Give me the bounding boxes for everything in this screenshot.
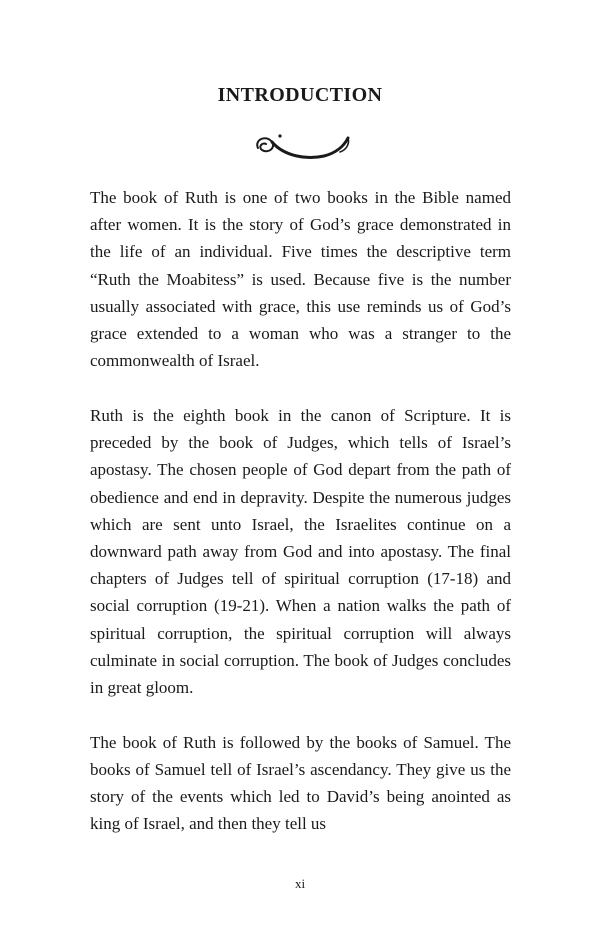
- body-text: [90, 184, 511, 865]
- chapter-title: INTRODUCTION: [217, 84, 383, 106]
- paragraph-1: The book of Ruth is one of two books in the Bible named after women. It is the story of God’s grace demonstrated in the life of an individual. Five times the descriptive term “Ruth the Moabitess” is used. Because five is the number usually associated with grace, this use reminds us of God’s grace extended to a woman who was a stranger to the commonwealth of Israel.: [90, 188, 511, 371]
- flourish-ornament-icon: [244, 126, 356, 168]
- paragraph-2: Ruth is the eighth book in the canon of Scripture. It is preceded by the book of Judges, which tells of Israel’s apostasy. The chosen people of God depart from the path of obedience and end in depravity. Despite the numerous judges which are sent unto Israel, the Israelites continue on a downward path away from God and into apostasy. The final chapters of Judges tell of spiritual corruption (17-18) and social corruption (19-21). When a nation walks the path of spiritual corruption, the spiritual corruption will always culminate in social corruption. The book of Judges concludes in great gloom.: [90, 405, 511, 697]
- paragraph-3: The book of Ruth is followed by the books of Samuel. The books of Samuel tell of Israel’s ascendancy. They give us the story of the events which led to David’s being anointed as king of Israel, and then they tell us: [90, 732, 511, 834]
- page-number: xi: [294, 876, 306, 891]
